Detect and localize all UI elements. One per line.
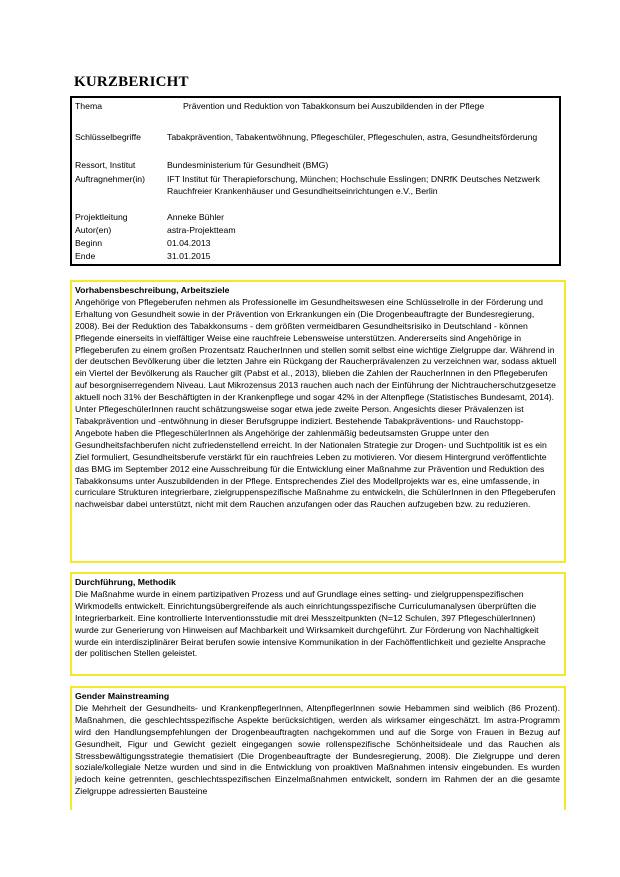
section-methodology — [70, 572, 566, 676]
page-title: KURZBERICHT — [74, 74, 189, 90]
meta-value: IFT Institut für Therapieforschung, München; Hochschule Esslingen; DNRfK Deutsches Netzwerk Rauchfreier Krankenhäuser und Gesundheitseinrichtungen e.V., Berlin — [167, 174, 540, 196]
meta-label: Ende — [75, 251, 96, 261]
meta-label: Schlüsselbegriffe — [75, 132, 142, 142]
section-heading: Vorhabensbeschreibung, Arbeitsziele — [75, 285, 230, 295]
section-gender-mainstreaming — [70, 686, 566, 810]
section-heading: Durchführung, Methodik — [75, 577, 176, 587]
meta-value: 31.01.2015 — [167, 251, 211, 261]
meta-label: Auftragnehmer(in) — [75, 174, 146, 184]
section-body: Angehörige von Pflegeberufen nehmen als Professionelle im Gesundheitswesen eine Schlüsselrolle in der Förderung und Erhaltung von Gesundheit sowie in der Prävention von Erkrankungen ein (Die Drogenbeauftragte der Bundesregierung, 2008). Bei der Reduktion des Tabakkonsums - dem größten vermeidbaren Gesundheitsrisiko in Deutschland - können Pflegende einerseits in vielfältiger Weise eine rauchfreie Lebensweise unterstützen. Andererseits sind Angehörige in Pflegeberufen zu einem großen Prozentsatz RaucherInnen und stellen somit selbst eine wichtige Zielgruppe dar. Während in der deutschen Bevölkerung über die letzten Jahre ein Rückgang der Raucherprävalenzen zu verzeichnen war, sodass aktuell ein Viertel der Bevölkerung als Raucher gilt (Pabst et al., 2013), blieben die Zahlen der RaucherInnen in den Pflegeberufen auf besorgniserregendem Niveau. Laut Mikrozensus 2013 rauchen auch nach der Einführung der Nichtraucherschutzgesetze aktuell noch 31% der Beschäftigten in der Krankenpflege und sogar 42% in der Altenpflege (Statistisches Bundesamt, 2014). Unter PflegeschülerInnen raucht schätzungsweise sogar etwa jede zweite Person. Angesichts dieser Prävalenzen ist Tabakprävention und -entwöhnung in dieser Berufsgruppe indiziert. Bestehende Tabakpräventions- und Rauchstopp-Angebote haben die PflegeschülerInnen als Angehörige der zahlenmäßig bedeutsamsten Gruppe unter den Gesundheitsfachberufen nicht zufriedenstellend erreicht. In der Nationalen Strategie zur Drogen- und Suchtpolitik ist es ein Ziel formuliert, Gesundheitsberufe verstärkt für ein rauchfreies Leben zu motivieren. Vor diesem Hintergrund veröffentlichte das BMG im September 2012 eine Ausschreibung für die Entwicklung einer Maßnahme zur Prävention und Reduktion des Tabakkonsums unter Auszubildenden in der Pflege. Entsprechendes Ziel des Modellprojekts war es, eine umfassende, in curriculare Strukturen integrierbare, zielgruppenspezifische Maßnahme zu entwickeln, die SchülerInnen in den Pflegeberufen nachweisbar dabei unterstützt, nicht mit dem Rauchen anzufangen oder das Rauchen aufzugeben bzw. zu reduzieren. — [75, 296, 557, 510]
meta-value: 01.04.2013 — [167, 238, 211, 248]
section-body: Die Maßnahme wurde in einem partizipativen Prozess und auf Grundlage eines setting- und zielgruppenspezifischen Wirkmodells entwickelt. Einrichtungsübergreifende als auch einrichtungsspezifische Curriculumanalysen überprüften die Integrierbarkeit. Eine kontrollierte Interventionsstudie mit drei Messzeitpunkten (N=12 Schulen, 397 PflegeschülerInnen) wurde zur Generierung von Hinweisen auf Machbarkeit und Wirksamkeit durchgeführt. Zur Förderung von Nachhaltigkeit wurde ein interdisziplinärer Beirat berufen sowie intensive Kommunikation in der Fachöffentlichkeit und gezielte Ansprache der politischen Stellen geleistet. — [75, 588, 546, 659]
project-info-table — [70, 96, 561, 266]
meta-value: astra-Projektteam — [167, 225, 236, 235]
meta-label: Autor(en) — [75, 225, 112, 235]
meta-value: Bundesministerium für Gesundheit (BMG) — [167, 160, 329, 170]
meta-value: Prävention und Reduktion von Tabakkonsum bei Auszubildenden in der Pflege — [183, 101, 485, 111]
section-heading: Gender Mainstreaming — [75, 691, 170, 701]
meta-label: Thema — [75, 101, 103, 111]
meta-label: Beginn — [75, 238, 103, 248]
meta-label: Projektleitung — [75, 212, 128, 222]
meta-value: Anneke Bühler — [167, 212, 224, 222]
meta-value: Tabakprävention, Tabakentwöhnung, Pflegeschüler, Pflegeschulen, astra, Gesundheitsförderung — [167, 132, 538, 142]
meta-label: Ressort, Institut — [75, 160, 136, 170]
section-project-description — [70, 280, 566, 563]
section-body: Die Mehrheit der Gesundheits- und KrankenpflegerInnen, AltenpflegerInnen sowie Hebammen sind weiblich (86 Prozent). Maßnahmen, die geschlechtsspezifische Aspekte berücksichtigen, werden als wirksamer eingeschätzt. Im astra-Programm wird den Handlungsempfehlungen der Drogenbeauftragten nachgekommen und auf die Sorge von Frauen in Bezug auf Gesundheit, Figur und Gewicht gezielt eingegangen sowie rollenspezifische Schönheitsideale und das Rauchen als Stressbewältigungsstrategie thematisiert (Die Drogenbeauftragte der Bundesregierung, 2008). Die Zielgruppe und deren soziale/kollegiale Netze wurden und sind in die Entwicklung von proaktiven Maßnahmen intensiv eingebunden. Es wurden jedoch keine getrennten, geschlechtsspezifischen Einzelmaßnahmen entwickelt, sondern im Rahmen der an die gesamte Zielgruppe adressierten Bausteine — [75, 702, 560, 797]
